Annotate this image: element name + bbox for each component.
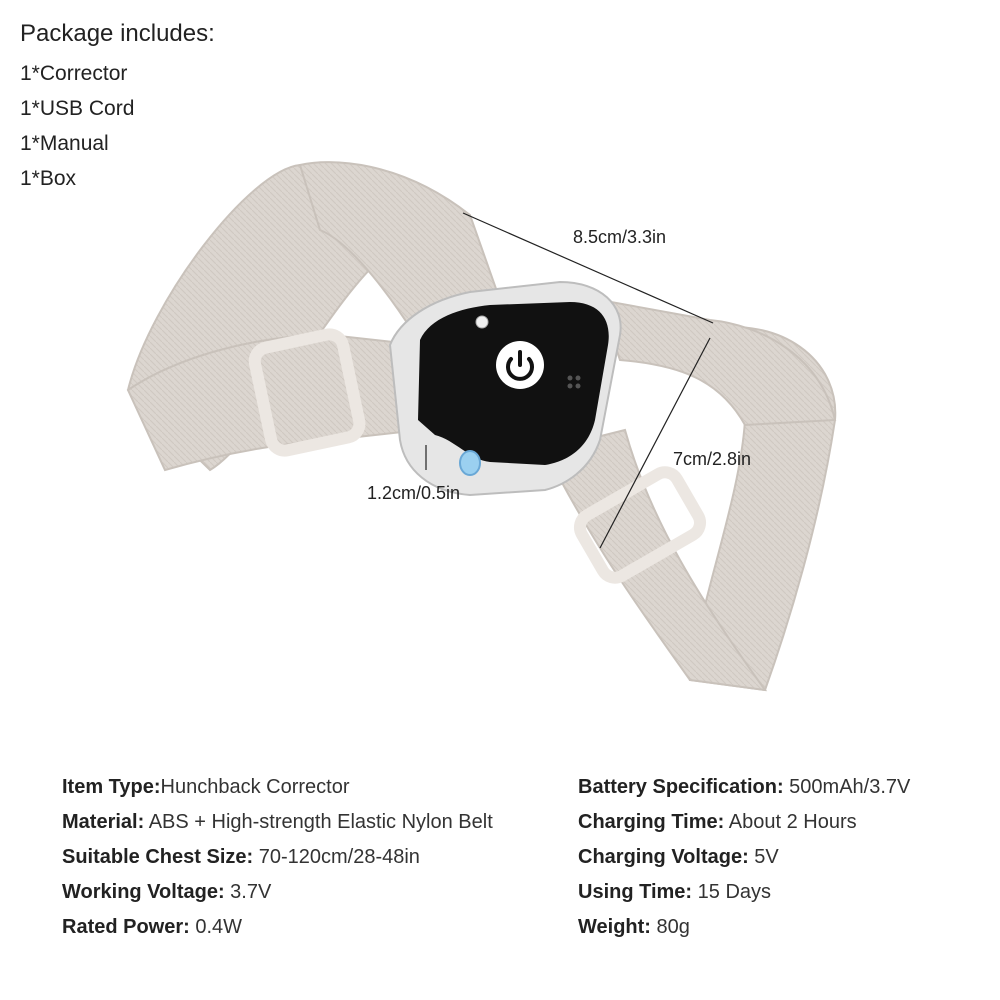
dimension-thickness-label: 1.2cm/0.5in [367, 483, 461, 503]
spec-value: ABS + High-strength Elastic Nylon Belt [144, 811, 493, 833]
spec-value: Hunchback Corrector [160, 776, 350, 798]
spec-key: Suitable Chest Size: [62, 846, 254, 868]
indicator-light-icon [460, 451, 480, 475]
spec-value: 15 Days [692, 881, 772, 903]
spec-key: Rated Power: [62, 916, 190, 938]
spec-value: 3.7V [224, 881, 272, 903]
spec-value: 70-120cm/28-48in [253, 846, 420, 868]
spec-key: Battery Specification: [578, 776, 784, 798]
package-title: Package includes: [20, 20, 215, 47]
spec-key: Item Type: [62, 776, 161, 798]
package-item: 1*Box [20, 167, 77, 190]
spec-row [62, 770, 493, 805]
power-icon [496, 341, 544, 389]
spec-key: Charging Time: [578, 811, 725, 833]
spec-row [578, 875, 910, 910]
spec-key: Material: [62, 811, 145, 833]
spec-row [578, 840, 910, 875]
spec-key: Weight: [578, 916, 651, 938]
spec-key: Using Time: [578, 881, 693, 903]
dimension-width-label: 8.5cm/3.3in [573, 227, 667, 247]
spec-row [62, 875, 493, 910]
spec-row [62, 910, 493, 945]
specs-right-column [578, 770, 910, 945]
spec-key: Charging Voltage: [578, 846, 749, 868]
spec-row [62, 840, 493, 875]
package-item: 1*USB Cord [20, 97, 135, 120]
spec-row [62, 805, 493, 840]
spec-value: 80g [650, 916, 690, 938]
spec-value: About 2 Hours [724, 811, 857, 833]
spec-key: Working Voltage: [62, 881, 225, 903]
package-item: 1*Corrector [20, 62, 128, 85]
package-item: 1*Manual [20, 132, 109, 155]
spec-value: 500mAh/3.7V [783, 776, 911, 798]
specs-left-column [62, 770, 493, 945]
strap-top-right [600, 300, 835, 425]
spec-row [578, 770, 910, 805]
spec-value: 5V [748, 846, 779, 868]
spec-value: 0.4W [189, 916, 243, 938]
spec-row [578, 910, 910, 945]
spec-row [578, 805, 910, 840]
dimension-height-label: 7cm/2.8in [673, 449, 752, 469]
